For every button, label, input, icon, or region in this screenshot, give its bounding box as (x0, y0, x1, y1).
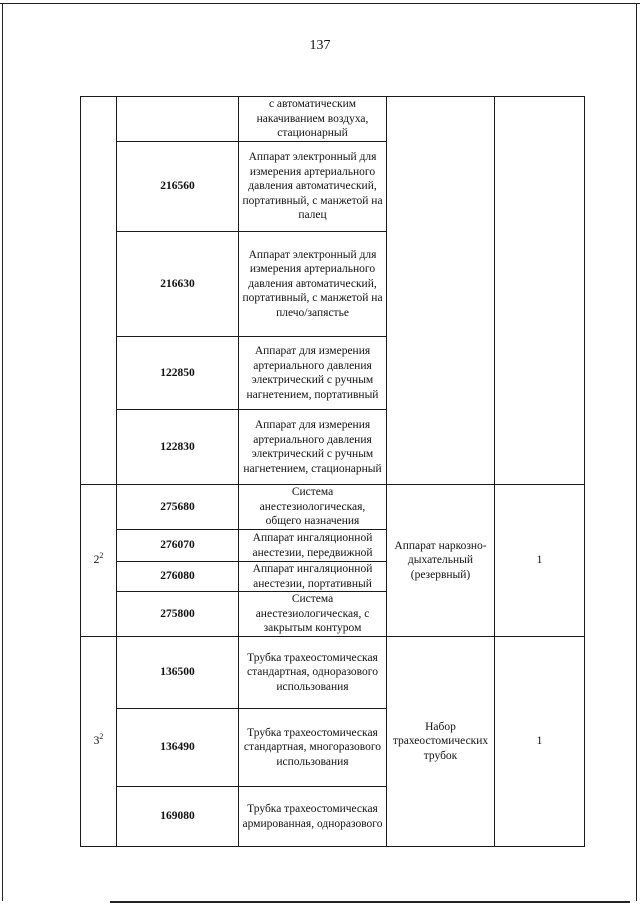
table-row (81, 97, 585, 142)
scan-border-bottom (110, 901, 630, 903)
code-cell: 275680 (117, 485, 239, 530)
group-number: 2 (93, 554, 100, 567)
code-cell (117, 97, 239, 142)
equipment-name-cell: Аппарат ингаляционной анестезии, портативный (239, 562, 387, 592)
code-cell: 169080 (117, 787, 239, 847)
equipment-table (80, 96, 585, 847)
group-number: 3 (93, 735, 100, 748)
page-number: 137 (309, 38, 331, 53)
table-row (81, 637, 585, 709)
code-cell: 276070 (117, 530, 239, 562)
code-cell: 216560 (117, 142, 239, 232)
group-number-cell (81, 97, 117, 485)
code-cell: 275800 (117, 592, 239, 637)
equipment-name-cell: с автоматическим накачиванием воздуха, стационарный (239, 97, 387, 142)
equipment-name-cell: Трубка трахеостомическая стандартная, одноразового использования (239, 637, 387, 709)
group-number-superscript: 2 (99, 732, 104, 742)
scan-border-left (2, 3, 3, 901)
equipment-name-cell: Аппарат ингаляционной анестезии, передвижной (239, 530, 387, 562)
equipment-name-cell: Аппарат для измерения артериального давления электрический с ручным нагнетением, портативный (239, 337, 387, 410)
quantity-cell (495, 97, 585, 485)
equipment-name-cell: Трубка трахеостомическая стандартная, многоразового использования (239, 709, 387, 787)
equipment-name-cell: Аппарат электронный для измерения артериального давления автоматический, портативный, с манжетой на плечо/запястье (239, 232, 387, 337)
equipment-name-cell: Аппарат для измерения артериального давления электрический с ручным нагнетением, стационарный (239, 410, 387, 485)
scan-border-right (636, 3, 637, 901)
quantity-cell: 1 (495, 485, 585, 637)
group-number-cell (81, 485, 117, 637)
equipment-name-cell: Трубка трахеостомическая армированная, одноразового (239, 787, 387, 847)
device-name-cell (387, 97, 495, 485)
table-row (81, 485, 585, 530)
quantity-cell: 1 (495, 637, 585, 847)
device-name-cell: Набор трахеостомических трубок (387, 637, 495, 847)
code-cell: 122830 (117, 410, 239, 485)
code-cell: 136490 (117, 709, 239, 787)
device-name-cell: Аппарат наркозно-дыхательный (резервный) (387, 485, 495, 637)
code-cell: 276080 (117, 562, 239, 592)
equipment-name-cell: Система анестезиологическая, с закрытым контуром (239, 592, 387, 637)
equipment-name-cell: Аппарат электронный для измерения артериального давления автоматический, портативный, с манжетой на палец (239, 142, 387, 232)
code-cell: 136500 (117, 637, 239, 709)
equipment-name-cell: Система анестезиологическая, общего назначения (239, 485, 387, 530)
group-number-superscript: 2 (99, 551, 104, 561)
scan-border-top (0, 3, 640, 4)
code-cell: 122850 (117, 337, 239, 410)
code-cell: 216630 (117, 232, 239, 337)
group-number-cell (81, 637, 117, 847)
